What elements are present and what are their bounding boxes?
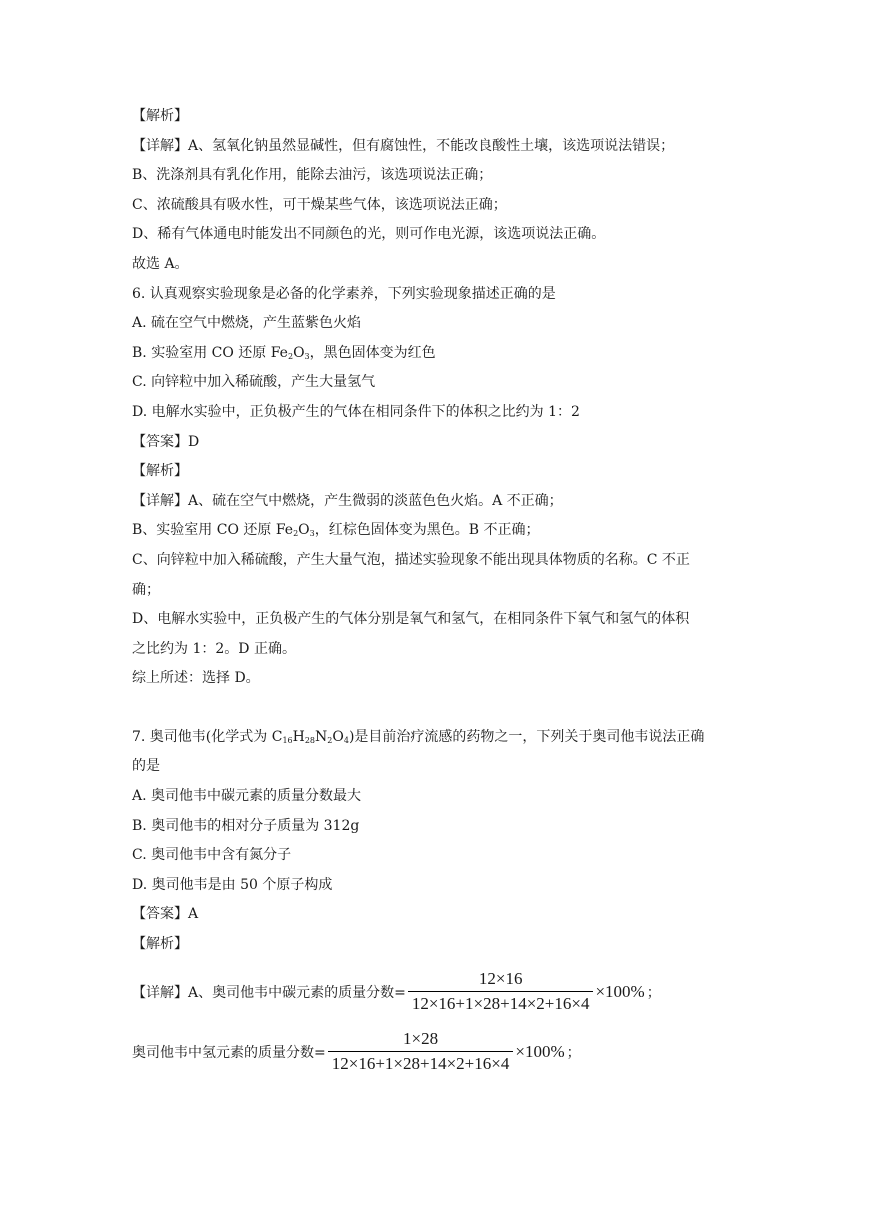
semicolon: ； <box>646 984 661 1001</box>
q7-analysis-heading: 【解析】 <box>132 936 188 953</box>
subscript: 2 <box>287 351 294 361</box>
carbon-fraction <box>408 969 594 1014</box>
spacer <box>132 694 742 723</box>
percent-factor: ×100% <box>595 981 645 1001</box>
q6-detail-d-line2: 之比约为 1：2。D 正确。 <box>132 640 296 657</box>
q7-option-c: C. 奥司他韦中含有氮分子 <box>132 847 292 864</box>
q6-option-b-o: O <box>293 344 305 361</box>
subscript: 3 <box>304 351 310 361</box>
hydrogen-fraction-line <box>132 1024 742 1080</box>
q6-option-b-tail: ，黑色固体变为红色 <box>309 344 436 361</box>
q6-detail-b <box>132 516 742 546</box>
carbon-fraction-line <box>132 964 742 1020</box>
q6-option-b <box>132 339 742 369</box>
q6-option-b-text: B. 实验室用 CO 还原 Fe <box>132 344 288 361</box>
formula-n: N <box>315 728 328 745</box>
percent-factor: ×100% <box>515 1041 565 1061</box>
q7-option-b: B. 奥司他韦的相对分子质量为 312g <box>132 817 360 834</box>
subscript: 4 <box>343 735 349 745</box>
subscript: 2 <box>327 735 333 745</box>
subscript: 28 <box>304 735 316 745</box>
hydrogen-fraction-label: 奥司他韦中氢元素的质量分数= <box>132 1044 326 1061</box>
subscript: 3 <box>309 529 315 539</box>
q7-option-a: A. 奥司他韦中碳元素的质量分数最大 <box>132 788 362 805</box>
q6-option-d: D. 电解水实验中，正负极产生的气体在相同条件下的体积之比约为 1：2 <box>132 403 580 420</box>
q6-detail-b-text: B、实验室用 CO 还原 Fe <box>132 522 294 539</box>
q5-detail-b: B、洗涤剂具有乳化作用，能除去油污，该选项说法正确； <box>132 167 493 184</box>
formula-h: H <box>292 728 305 745</box>
q7-stem-tail: )是目前治疗流感的药物之一，下列关于奥司他韦说法正确 <box>348 728 705 745</box>
q7-answer: 【答案】A <box>132 906 199 923</box>
semicolon: ； <box>566 1044 581 1061</box>
q7-stem-line2: 的是 <box>132 758 160 775</box>
q6-detail-d-line1: D、电解水实验中，正负极产生的气体分别是氧气和氢气，在相同条件下氧气和氢气的体积 <box>132 611 690 628</box>
q6-option-a: A. 硫在空气中燃烧，产生蓝紫色火焰 <box>132 315 362 332</box>
q6-stem: 6. 认真观察实验现象是必备的化学素养，下列实验现象描述正确的是 <box>132 285 556 302</box>
q7-stem-text: 7. 奥司他韦(化学式为 C <box>132 728 283 745</box>
q6-conclusion: 综上所述：选择 D。 <box>132 670 260 687</box>
q6-detail-c-line1: C、向锌粒中加入稀硫酸，产生大量气泡，描述实验现象不能出现具体物质的名称。C 不正 <box>132 551 690 568</box>
hydrogen-fraction <box>328 1029 514 1074</box>
subscript: 2 <box>293 529 299 539</box>
carbon-fraction-label: 【详解】A、奥司他韦中碳元素的质量分数= <box>132 984 406 1001</box>
q5-analysis-heading: 【解析】 <box>132 108 188 124</box>
formula-o: O <box>332 728 344 745</box>
q7-stem <box>132 723 742 753</box>
q5-detail-c: C、浓硫酸具有吸水性，可干燥某些气体，该选项说法正确； <box>132 196 507 213</box>
fraction-numerator: 1×28 <box>403 1029 439 1049</box>
q5-detail-a: 【详解】A、氢氧化钠虽然显碱性，但有腐蚀性，不能改良酸性土壤，该选项说法错误； <box>132 137 675 154</box>
fraction-numerator: 12×16 <box>478 969 523 989</box>
q7-option-d: D. 奥司他韦是由 50 个原子构成 <box>132 876 333 893</box>
fraction-denominator: 12×16+1×28+14×2+16×4 <box>408 991 594 1014</box>
q6-detail-b-tail: ，红棕色固体变为黑色。B 不正确； <box>314 522 540 539</box>
q6-answer: 【答案】D <box>132 433 200 450</box>
q6-option-c: C. 向锌粒中加入稀硫酸，产生大量氢气 <box>132 374 376 391</box>
q6-detail-b-o: O <box>298 522 310 539</box>
subscript: 16 <box>282 735 293 745</box>
q6-detail-a: 【详解】A、硫在空气中燃烧，产生微弱的淡蓝色色火焰。A 不正确； <box>132 492 563 509</box>
fraction-denominator: 12×16+1×28+14×2+16×4 <box>328 1051 514 1074</box>
document-page <box>132 102 742 1080</box>
q5-detail-d: D、稀有气体通电时能发出不同颜色的光，则可作电光源，该选项说法正确。 <box>132 226 606 243</box>
q6-analysis-heading: 【解析】 <box>132 463 188 480</box>
q5-conclusion: 故选 A。 <box>132 255 189 272</box>
q6-detail-c-line2: 确； <box>132 581 160 598</box>
